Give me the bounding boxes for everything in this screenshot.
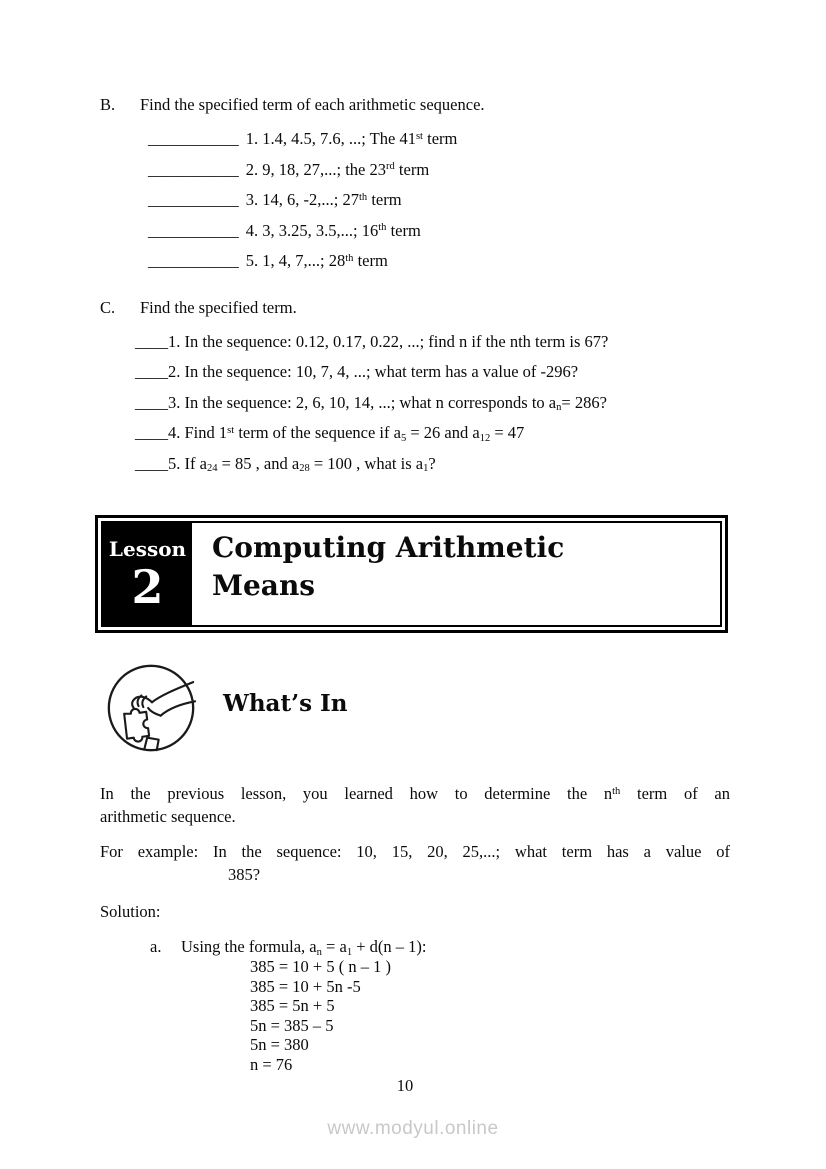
formula-text: Using the formula, $a_n = a_1 + d(n - 1)$: xyxy=(181,937,427,958)
puzzle-hand-icon xyxy=(105,662,197,754)
equation-line: 385 = 5n + 5 xyxy=(250,996,335,1016)
answer-blank: ____ xyxy=(135,453,168,473)
exercise-item xyxy=(135,449,730,480)
section-b-heading-text: Find the specified term of each arithmetic sequence. xyxy=(140,95,485,114)
solution-step xyxy=(150,936,826,957)
exercise-item xyxy=(135,418,730,449)
item-text: 5. If $a_{24} = 85$ , and $a_{28} = 100$ , what is $a_1$? xyxy=(168,453,436,475)
answer-blank: ___________ xyxy=(148,129,239,148)
item-text: 5. 1, 4, 7,...; 28th term xyxy=(245,251,388,270)
equation-line: 5n = 385 – 5 xyxy=(250,1015,334,1035)
intro-line2: arithmetic sequence. xyxy=(100,807,236,826)
answer-blank: ____ xyxy=(135,392,168,412)
answer-blank: ___________ xyxy=(148,220,239,240)
item-text: 2. 9, 18, 27,...; the 23rd term xyxy=(245,159,430,179)
intro-line1: In the previous lesson, you learned how to determine the $n^{th}$ term of an xyxy=(100,784,730,803)
exercise-item xyxy=(148,246,730,277)
answer-blank: ___________ xyxy=(148,159,239,179)
answer-blank: ____ xyxy=(135,423,168,442)
answer-blank: ___________ xyxy=(148,251,239,270)
answer-blank: ____ xyxy=(135,362,168,381)
item-text: 4. Find 1st term of the sequence if $a_5 = 26$ and $a_{12} = 47$ xyxy=(168,423,525,444)
equation-steps xyxy=(250,957,826,1075)
equation-line: 385 = 10 + 5 ( n – 1 ) xyxy=(250,957,391,976)
equation-line: 385 = 10 + 5n -5 xyxy=(250,976,361,996)
section-c-heading-text: Find the specified term. xyxy=(140,297,297,317)
exercise-item xyxy=(148,155,730,186)
whats-in-section xyxy=(105,662,826,754)
item-text: 1. 1.4, 4.5, 7.6, ...; The 41st term xyxy=(245,129,458,148)
exercise-item xyxy=(135,357,730,388)
lesson-word: Lesson xyxy=(108,537,187,561)
step-label: a. xyxy=(150,937,162,956)
lesson-number-box xyxy=(103,523,192,625)
lesson-title-line2: Means xyxy=(212,569,316,602)
section-b-items xyxy=(148,124,730,277)
section-c-label: C. xyxy=(100,297,116,317)
section-c-items xyxy=(135,327,730,480)
item-text: 3. 14, 6, -2,...; 27th term xyxy=(245,190,402,209)
equation-line: 5n = 380 xyxy=(250,1035,309,1055)
example-line2: 385? xyxy=(228,865,261,884)
item-text: 1. In the sequence: 0.12, 0.17, 0.22, ...; find n if the nth term is 67? xyxy=(168,331,609,351)
example-line1: For example: In the sequence: 10, 15, 20, 25,...; what term has a value of xyxy=(100,842,730,861)
equation-line: n = 76 xyxy=(250,1054,293,1074)
section-c xyxy=(100,298,730,480)
lesson-number: 2 xyxy=(131,560,164,614)
section-c-heading xyxy=(100,298,730,318)
exercise-item xyxy=(148,216,730,247)
item-text: 3. In the sequence: 2, 6, 10, 14, ...; what n corresponds to $a_n= 286$? xyxy=(168,392,607,414)
exercise-item xyxy=(148,185,730,216)
intro-paragraph xyxy=(100,782,730,828)
item-text: 2. In the sequence: 10, 7, 4, ...; what term has a value of -296? xyxy=(168,362,579,381)
answer-blank: ___________ xyxy=(148,190,239,209)
watermark: www.modyul.online xyxy=(327,1118,499,1139)
exercise-item xyxy=(148,124,730,155)
whats-in-heading: What’s In xyxy=(223,690,348,717)
page-number: 10 xyxy=(396,1076,414,1095)
section-b-label: B. xyxy=(100,95,116,114)
exercise-item xyxy=(135,327,730,358)
lesson-title xyxy=(192,523,564,625)
lesson-banner xyxy=(95,515,728,633)
solution-label: Solution: xyxy=(100,902,161,921)
answer-blank: ____ xyxy=(135,331,168,351)
exercise-item xyxy=(135,388,730,419)
section-b-heading xyxy=(100,95,730,115)
lesson-title-line1: Computing Arithmetic xyxy=(212,531,565,564)
example-paragraph xyxy=(100,840,730,886)
item-text: 4. 3, 3.25, 3.5,...; 16th term xyxy=(245,220,421,240)
section-b xyxy=(100,0,730,277)
lesson-banner-inner xyxy=(101,521,722,627)
